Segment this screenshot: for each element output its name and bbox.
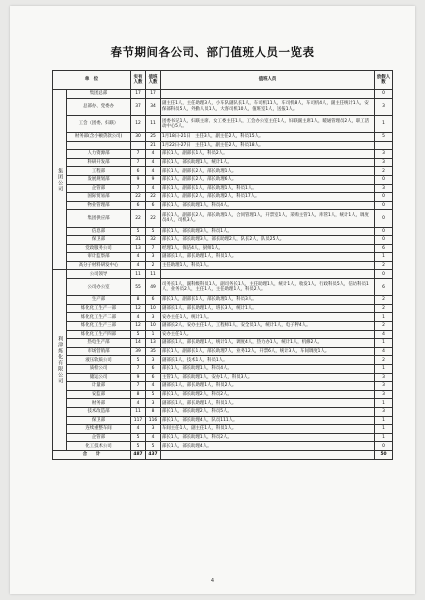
duty-detail-cell: 1月18日-21日 主任3人，副主任2人，科员15人。 [161, 132, 375, 141]
duty-detail-cell: 经理1人，保洁4人，厨师1人。 [161, 244, 375, 253]
duty-detail-cell: 安办主任1人，统计1人。 [161, 313, 375, 322]
unit-cell: 炼化化工生产一部 [67, 304, 131, 313]
duty-detail-cell: 部长1人，部长助理3人，部长助理2人，队长2人，队员25人。 [161, 236, 375, 245]
group-label: 集团公司 [53, 90, 67, 270]
staff-count-cell [131, 141, 146, 150]
duty-detail-cell: 部长1人，副部长2人，部长助理1人。 [161, 167, 375, 176]
unit-cell: 公司领导 [67, 270, 131, 279]
duty-detail-cell: 副部长1人，部长助理1人，科员2人。 [161, 382, 375, 391]
duty-count-cell: 8 [146, 407, 161, 416]
unit-cell: 炼化化工生产四部 [67, 330, 131, 339]
total-staff: 487 [131, 450, 146, 459]
unit-cell: 信息部 [67, 227, 131, 236]
total-duty: 437 [146, 450, 161, 459]
table-row [53, 382, 393, 391]
unit-cell: 计量部 [67, 382, 131, 391]
duty-detail-cell [161, 270, 375, 279]
staff-count-cell: 6 [131, 201, 146, 210]
rest-count-cell: 2 [375, 356, 393, 365]
table-row [53, 313, 393, 322]
table-row [53, 279, 393, 296]
duty-detail-cell: 1月22日-27日 主任1人，副主任2人，科员18人。 [161, 141, 375, 150]
staff-count-cell: 12 [131, 115, 146, 132]
duty-detail-cell: 副部长2人，安办主任1人，工程师1人，安全员1人，统计1人，电子秤4人。 [161, 322, 375, 331]
duty-count-cell: 7 [146, 244, 161, 253]
table-row [53, 296, 393, 305]
unit-cell: 保卫部 [67, 236, 131, 245]
staff-count-cell: 8 [131, 390, 146, 399]
staff-count-cell: 11 [131, 270, 146, 279]
staff-count-cell: 12 [131, 322, 146, 331]
staff-count-cell: 7 [131, 365, 146, 374]
rest-count-cell: 2 [375, 261, 393, 270]
duty-count-cell: 3 [146, 313, 161, 322]
table-row [53, 201, 393, 210]
duty-count-cell: 3 [146, 399, 161, 408]
document-sheet [10, 6, 415, 594]
unit-cell: 工程部 [67, 167, 131, 176]
duty-detail-cell: 团委书记1人，妇联主席、女工委主任1人，工会办公室主任1人，妇联副主席1人，暖通管理员2人，职工活动中心5人。 [161, 115, 375, 132]
staff-count-cell: 5 [131, 442, 146, 451]
unit-cell: 炼化化工生产二部 [67, 313, 131, 322]
unit-cell: 化工技术公司 [67, 442, 131, 451]
unit-cell: 质检公司 [67, 365, 131, 374]
staff-count-cell: 31 [131, 236, 146, 245]
table-row [53, 175, 393, 184]
duty-count-cell: 4 [146, 184, 161, 193]
duty-count-cell: 3 [146, 425, 161, 434]
unit-cell: 公司办公室 [67, 279, 131, 296]
duty-count-cell: 4 [146, 433, 161, 442]
table-row [53, 184, 393, 193]
staff-count-cell: 4 [131, 261, 146, 270]
table-row [53, 150, 393, 159]
duty-detail-cell: 部长1人，部长助理4人，队员111人。 [161, 416, 375, 425]
table-row [53, 270, 393, 279]
duty-count-cell: 35 [146, 347, 161, 356]
duty-detail-cell: 部长1人，部长助理1人，科员2人。 [161, 433, 375, 442]
unit-cell: 生产部 [67, 296, 131, 305]
staff-count-cell: 117 [131, 416, 146, 425]
staff-count-cell: 4 [131, 399, 146, 408]
duty-detail-cell: 部长1人，副部长2人，部长助理2人，科员17人。 [161, 193, 375, 202]
rest-count-cell: 2 [375, 167, 393, 176]
duty-roster-table [52, 70, 393, 460]
staff-count-cell: 22 [131, 210, 146, 227]
duty-detail-cell: 主管1人，部长助理1人，安办1人，科员3人。 [161, 373, 375, 382]
duty-detail-cell: 部长1人，部长助理1人，统计1人。 [161, 158, 375, 167]
duty-count-cell: 3 [146, 253, 161, 262]
staff-count-cell: 22 [131, 193, 146, 202]
rest-count-cell: 3 [375, 158, 393, 167]
staff-count-cell: 5 [131, 356, 146, 365]
staff-count-cell: 37 [131, 98, 146, 115]
duty-count-cell: 32 [146, 236, 161, 245]
rest-count-cell: 0 [375, 270, 393, 279]
table-row [53, 90, 393, 99]
header-detail: 值班人员 [161, 71, 375, 90]
duty-detail-cell: 主任助理1人，科员1人。 [161, 261, 375, 270]
table-row [53, 261, 393, 270]
unit-cell: 人力资源部 [67, 150, 131, 159]
unit-cell: 保卫部 [67, 416, 131, 425]
rest-count-cell: 0 [375, 193, 393, 202]
duty-detail-cell: 部长1人，部长助理3人，科员1人。 [161, 227, 375, 236]
rest-count-cell: 3 [375, 373, 393, 382]
staff-count-cell: 4 [131, 313, 146, 322]
duty-detail-cell [161, 90, 375, 99]
duty-count-cell: 9 [146, 175, 161, 184]
unit-cell: 发展规划部 [67, 175, 131, 184]
staff-count-cell: 5 [131, 330, 146, 339]
table-row [53, 356, 393, 365]
table-row [53, 442, 393, 451]
rest-count-cell: 2 [375, 322, 393, 331]
staff-count-cell: 17 [131, 90, 146, 99]
duty-detail-cell: 部长1人，副部长2人，部长助理1人，合同管理1人，开票室1人，采购主管1人，库管1人，统计1人，调度员4人，司机3人。 [161, 210, 375, 227]
duty-count-cell: 6 [146, 365, 161, 374]
unit-cell: 液压软质公司 [67, 356, 131, 365]
rest-count-cell: 0 [375, 201, 393, 210]
staff-count-cell: 7 [131, 184, 146, 193]
table-row [53, 425, 393, 434]
unit-cell: 集团总部 [67, 90, 131, 99]
unit-cell: 企管部 [67, 184, 131, 193]
duty-detail-cell: 部长1人，部长助理1人，科员4人。 [161, 201, 375, 210]
rest-count-cell: 5 [375, 132, 393, 141]
unit-cell: 物业管理部 [67, 201, 131, 210]
total-label: 合 计 [53, 450, 131, 459]
duty-count-cell: 5 [146, 442, 161, 451]
duty-count-cell: 6 [146, 373, 161, 382]
duty-detail-cell: 副部长1人，部长助理1人，班长3人，统计1人。 [161, 304, 375, 313]
rest-count-cell: 1 [375, 416, 393, 425]
duty-count-cell: 25 [146, 132, 161, 141]
duty-count-cell: 4 [146, 158, 161, 167]
unit-cell: 安监部 [67, 390, 131, 399]
table-row [53, 115, 393, 132]
duty-detail-cell: 部长1人，副部长1人，部长助理7人，业务12人，开票6人，统计3人，车间调度1人。 [161, 347, 375, 356]
rest-count-cell: 3 [375, 184, 393, 193]
duty-count-cell: 5 [146, 390, 161, 399]
table-body [53, 90, 393, 460]
duty-detail-cell: 副部长1人，部长助理1人，统计1人，调度4人，热力办1人，统计1人，机修2人。 [161, 339, 375, 348]
total-rest: 50 [375, 450, 393, 459]
duty-count-cell: 4 [146, 382, 161, 391]
unit-cell: 企管部 [67, 433, 131, 442]
rest-count-cell: 3 [375, 150, 393, 159]
table-row [53, 347, 393, 356]
rest-count-cell: 0 [375, 227, 393, 236]
duty-detail-cell: 部长1人，副部长1人，部长助理1人，科员3人。 [161, 296, 375, 305]
rest-count-cell: 1 [375, 253, 393, 262]
duty-count-cell: 3 [146, 356, 161, 365]
table-row [53, 227, 393, 236]
unit-cell: 财务部 [67, 399, 131, 408]
table-row [53, 365, 393, 374]
staff-count-cell: 9 [131, 373, 146, 382]
unit-cell: 热电生产部 [67, 339, 131, 348]
unit-cell: 市场营销部 [67, 347, 131, 356]
rest-count-cell: 1 [375, 425, 393, 434]
table-row [53, 433, 393, 442]
staff-count-cell: 4 [131, 425, 146, 434]
duty-detail-cell: 副主任1人，主任助理3人，小车队副队长1人，车司机11人，车司机8人，车司机4人，副主任统计1人，安保部科员5人，外勤人员1人，大客司机10人，值班室1人，送报1人。 [161, 98, 375, 115]
duty-count-cell: 6 [146, 201, 161, 210]
staff-count-cell: 12 [131, 304, 146, 313]
duty-detail-cell: 部长1人，副部长1人，部长助理1人，科员1人。 [161, 184, 375, 193]
rest-count-cell: 4 [375, 347, 393, 356]
rest-count-cell: 3 [375, 407, 393, 416]
table-row [53, 399, 393, 408]
duty-detail-cell: 部长1人，部长助理2人，科员5人。 [161, 407, 375, 416]
duty-detail-cell: 副部长1人，部长助理1人，科员1人。 [161, 253, 375, 262]
duty-count-cell: 22 [146, 210, 161, 227]
table-row [53, 132, 393, 141]
rest-count-cell: 0 [375, 90, 393, 99]
duty-count-cell: 6 [146, 296, 161, 305]
staff-count-cell: 7 [131, 382, 146, 391]
rest-count-cell: 6 [375, 279, 393, 296]
rest-count-cell: 1 [375, 399, 393, 408]
rest-count-cell: 6 [375, 244, 393, 253]
table-row [53, 158, 393, 167]
header-unit: 单 位 [53, 71, 131, 90]
header-rest: 放假人数 [375, 71, 393, 90]
duty-count-cell: 4 [146, 150, 161, 159]
page-title: 春节期间各公司、部门值班人员一览表 [110, 45, 315, 59]
staff-count-cell: 5 [131, 227, 146, 236]
table-row [53, 330, 393, 339]
duty-count-cell: 10 [146, 304, 161, 313]
unit-cell: 国际贸易部 [67, 193, 131, 202]
staff-count-cell: 39 [131, 347, 146, 356]
duty-count-cell: 5 [146, 227, 161, 236]
table-row [53, 339, 393, 348]
table-row [53, 167, 393, 176]
unit-cell: 工会（团委、妇联） [67, 115, 131, 132]
duty-detail-cell: 副部长1人，部长助理1人，科员1人。 [161, 399, 375, 408]
duty-count-cell: 2 [146, 261, 161, 270]
table-row [53, 322, 393, 331]
rest-count-cell: 0 [375, 175, 393, 184]
table-row [53, 98, 393, 115]
duty-count-cell: 11 [146, 270, 161, 279]
staff-count-cell: 13 [131, 244, 146, 253]
staff-count-cell: 6 [131, 167, 146, 176]
staff-count-cell: 30 [131, 132, 146, 141]
table-row [53, 407, 393, 416]
staff-count-cell: 9 [131, 175, 146, 184]
staff-count-cell: 7 [131, 158, 146, 167]
table-row [53, 236, 393, 245]
total-detail [161, 450, 375, 459]
rest-count-cell: 0 [375, 442, 393, 451]
duty-count-cell: 1 [146, 330, 161, 339]
rest-count-cell: 1 [375, 115, 393, 132]
duty-count-cell: 17 [146, 90, 161, 99]
total-row [53, 450, 393, 459]
table-row [53, 304, 393, 313]
duty-detail-cell: 安办主任1人。 [161, 330, 375, 339]
rest-count-cell [375, 141, 393, 150]
table-row [53, 416, 393, 425]
rest-count-cell: 3 [375, 390, 393, 399]
unit-cell: 技术改造部 [67, 407, 131, 416]
staff-count-cell: 5 [131, 433, 146, 442]
duty-detail-cell: 司务长1人，副科级科员1人，副司务长1人，主任助理1人，统计1人，收发1人，行政科员5人，信访科员1人，业务员2人，主任1人，主任助理1人，科员2人。 [161, 279, 375, 296]
duty-detail-cell: 部长1人，部长助理4人。 [161, 442, 375, 451]
unit-cell: 审计监察部 [67, 253, 131, 262]
staff-count-cell: 7 [131, 150, 146, 159]
rest-count-cell: 1 [375, 339, 393, 348]
unit-cell: 总部办、党委办 [67, 98, 131, 115]
duty-count-cell: 116 [146, 416, 161, 425]
rest-count-cell: 1 [375, 365, 393, 374]
table-row [53, 193, 393, 202]
rest-count-cell: 2 [375, 296, 393, 305]
rest-count-cell: 2 [375, 304, 393, 313]
duty-count-cell: 13 [146, 339, 161, 348]
duty-detail-cell: 部长1人，部长助理2人，科员2人。 [161, 390, 375, 399]
unit-cell: 高分子材料研发中心 [67, 261, 131, 270]
duty-detail-cell: 部长1人，副部长1人，科员2人。 [161, 150, 375, 159]
staff-count-cell: 4 [131, 253, 146, 262]
rest-count-cell: 0 [375, 210, 393, 227]
table-header-row [53, 71, 393, 90]
duty-detail-cell: 部长1人，副部长2人，部长助理6人。 [161, 175, 375, 184]
unit-cell: 炼化化工生产三部 [67, 322, 131, 331]
rest-count-cell: 1 [375, 433, 393, 442]
duty-detail-cell: 副部长1人，技术1人，科员1人。 [161, 356, 375, 365]
group-label: 利津炼化有限公司 [53, 270, 67, 450]
header-duty: 值班人数 [146, 71, 161, 90]
rest-count-cell: 0 [375, 236, 393, 245]
duty-count-cell: 34 [146, 98, 161, 115]
unit-cell: 集团供应部 [67, 210, 131, 227]
table-row [53, 253, 393, 262]
unit-cell: 财务部(含小额贷款公司) [67, 132, 131, 141]
table-row [53, 244, 393, 253]
unit-cell: 党政服务公司 [67, 244, 131, 253]
unit-cell [67, 141, 131, 150]
staff-count-cell: 11 [131, 407, 146, 416]
staff-count-cell: 8 [131, 296, 146, 305]
header-staff: 实有人数 [131, 71, 146, 90]
rest-count-cell: 3 [375, 382, 393, 391]
duty-count-cell: 22 [146, 193, 161, 202]
table-row [53, 373, 393, 382]
duty-detail-cell: 部长1人，部长助理1人，科员4人。 [161, 365, 375, 374]
duty-count-cell: 49 [146, 279, 161, 296]
table-row [53, 141, 393, 150]
unit-cell: 连续重整车间 [67, 425, 131, 434]
staff-count-cell: 14 [131, 339, 146, 348]
duty-count-cell: 11 [146, 115, 161, 132]
duty-detail-cell: 车间主任1人，副主任1人，科员1人。 [161, 425, 375, 434]
unit-cell: 储运公司 [67, 373, 131, 382]
table-row [53, 210, 393, 227]
duty-count-cell: 10 [146, 322, 161, 331]
rest-count-cell: 4 [375, 330, 393, 339]
table-row [53, 390, 393, 399]
duty-count-cell: 21 [146, 141, 161, 150]
unit-cell: 科研开发部 [67, 158, 131, 167]
duty-count-cell: 4 [146, 167, 161, 176]
page-number: 4 [210, 578, 215, 584]
staff-count-cell: 55 [131, 279, 146, 296]
rest-count-cell: 3 [375, 98, 393, 115]
rest-count-cell: 1 [375, 313, 393, 322]
